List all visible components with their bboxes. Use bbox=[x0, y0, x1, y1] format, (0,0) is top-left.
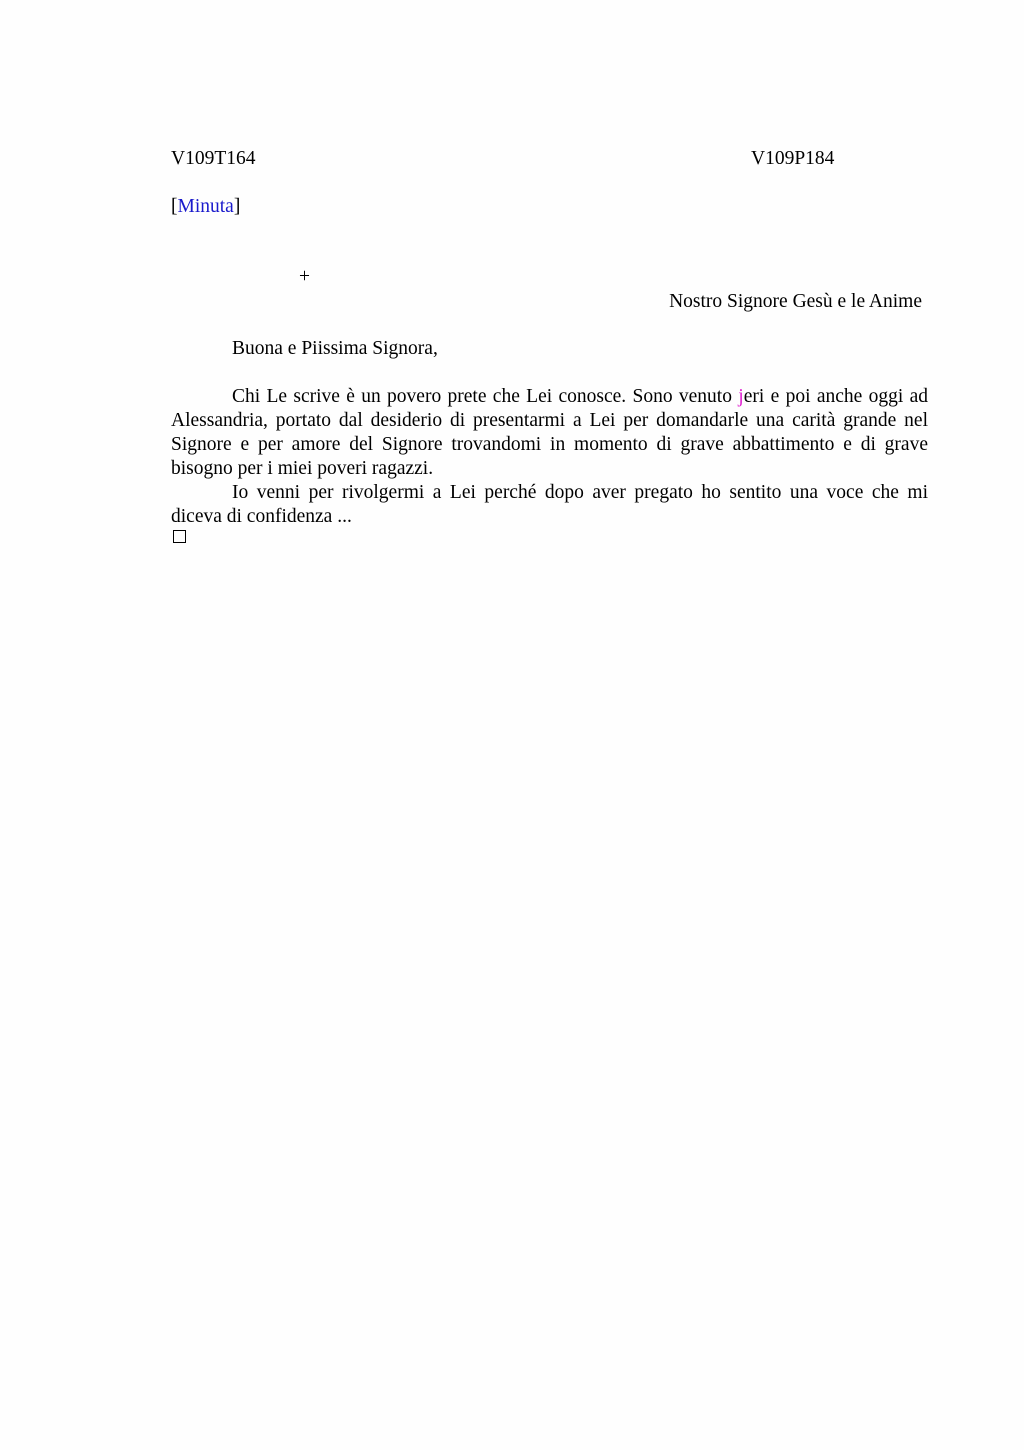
document-code-right: V109P184 bbox=[751, 148, 835, 169]
cross-symbol: + bbox=[299, 266, 310, 287]
highlighted-correction: j bbox=[738, 386, 744, 407]
paragraph-1 bbox=[171, 385, 928, 481]
close-bracket: ] bbox=[233, 196, 241, 217]
salutation: Buona e Piissima Signora, bbox=[232, 338, 438, 359]
invocation-line: Nostro Signore Gesù e le Anime bbox=[669, 291, 922, 312]
end-marker-box-icon bbox=[173, 530, 186, 543]
letter-body bbox=[171, 385, 928, 529]
paragraph-1-text-b: eri e poi anche oggi ad Alessandria, portato dal desiderio di presentarmi a Lei per domandarle una carità grande nel Signore e per amore del Signore trovandomi in momento di grave abbattimento e di grave bisogno per i miei poveri ragazzi. bbox=[171, 386, 928, 479]
paragraph-2: Io venni per rivolgermi a Lei perché dopo aver pregato ho sentito una voce che mi diceva di confidenza ... bbox=[171, 482, 928, 527]
document-code-left: V109T164 bbox=[171, 148, 256, 169]
open-bracket: [ bbox=[171, 196, 178, 217]
draft-marker bbox=[171, 197, 240, 217]
paragraph-1-text-a: Chi Le scrive è un povero prete che Lei conosce. Sono venuto bbox=[232, 386, 739, 407]
minuta-link[interactable]: Minuta bbox=[177, 196, 234, 217]
